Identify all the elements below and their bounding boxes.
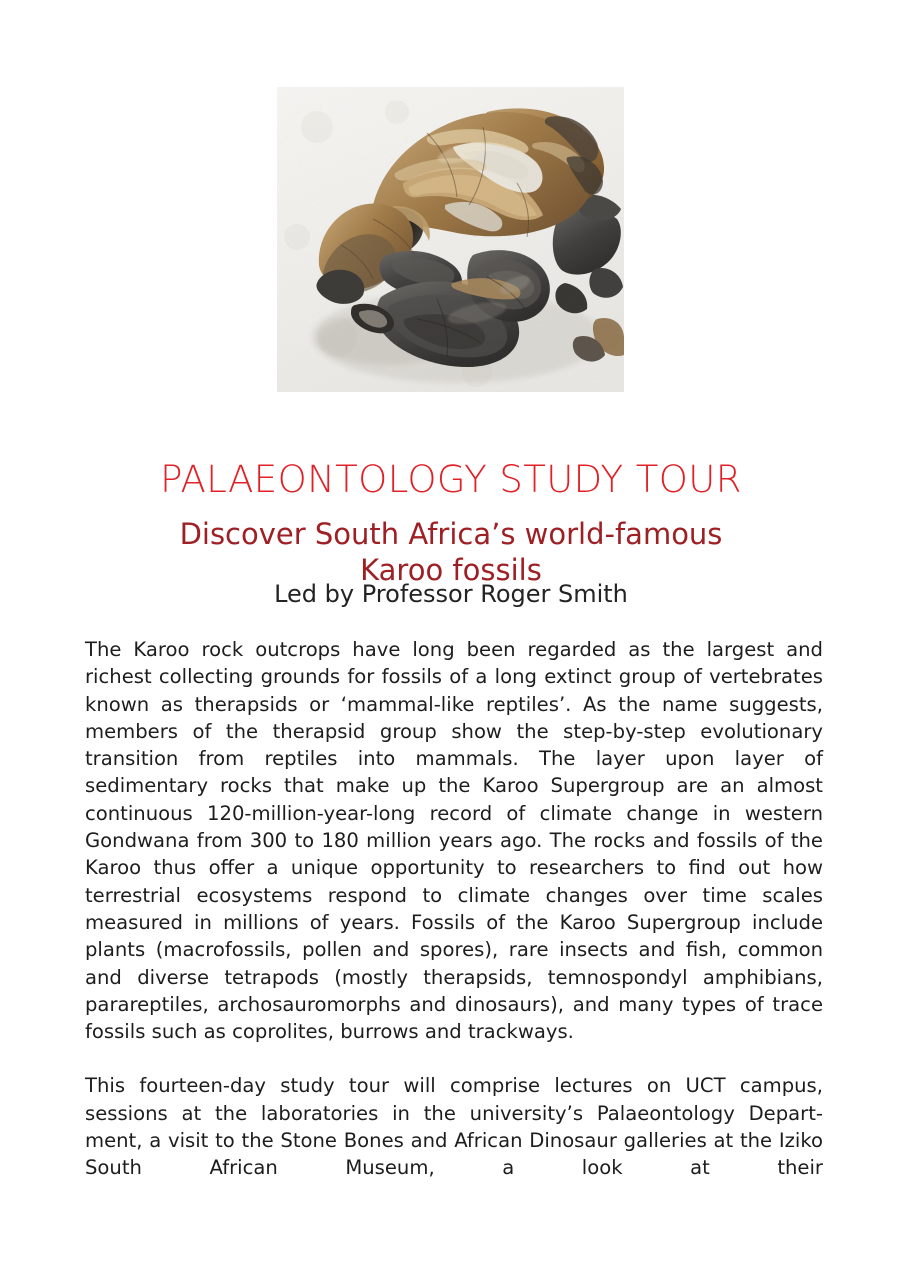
subtitle-line-1: Discover South Africa’s world-famous: [179, 517, 723, 552]
paragraph-tour-itinerary: This fourteen-day study tour will comprise lectures on UCT campus, sessions at the laboratories in the university’s Palaeontology Depart- ment, a visit to the Stone Bones and African Dinosaur galleries at the Iziko South African Museum, a look at their: [85, 1074, 823, 1180]
body-copy: [85, 636, 823, 1209]
subtitle-line-2: Karoo fossils: [360, 553, 542, 588]
fossil-skull-figure: [277, 87, 624, 392]
page-title: PALAEONTOLOGY STUDY TOUR: [160, 457, 742, 501]
fossil-skull-photograph: [277, 87, 624, 392]
paragraph-karoo-overview: The Karoo rock outcrops have long been regarded as the largest and richest collecting grounds for fossils of a long extinct group of vertebrates known as therapsids or ‘mammal-like reptiles’. As the name suggests, members of the therapsid group show the step-by-step evolutionary transition from reptiles into mammals. The layer upon layer of sedimentary rocks that make up the Karoo Supergroup are an almost continuous 120-million-year-long record of climate change in western Gondwana from 300 to 180 million years ago. The rocks and fossils of the Karoo thus offer a unique opportunity to researchers to find out how terrestrial ecosystems respond to climate changes over time scales measured in millions of years. Fossils of the Karoo Supergroup include plants (macrofossils, pollen and spores), rare insects and fish, common and diverse tetrapods (mostly therapsids, temnospondyl amphibians, parareptiles, archosauromorphs and dinosaurs), and many types of trace fossils such as coprolites, burrows and trackways.: [85, 638, 823, 1044]
byline-presenter: Led by Professor Roger Smith: [274, 580, 628, 608]
